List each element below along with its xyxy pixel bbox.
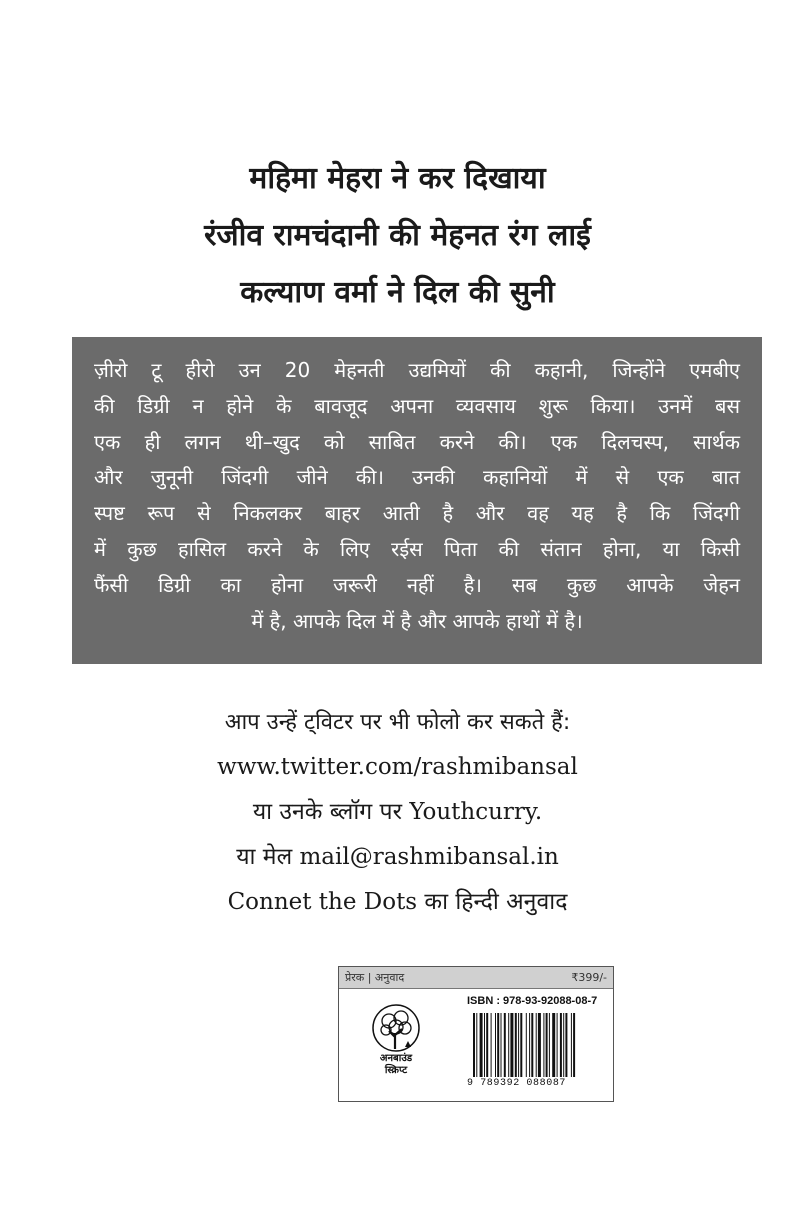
barcode-bar xyxy=(486,1013,488,1077)
barcode-bar xyxy=(526,1013,527,1077)
barcode-bar xyxy=(536,1013,537,1077)
description-line: फैंसी डिग्री का होना जरूरी नहीं है। सब कुछ आपके जेहन xyxy=(94,572,740,597)
barcode-digits: 9 789392 088087 xyxy=(467,1078,567,1089)
barcode-bar xyxy=(538,1013,541,1077)
barcode-bar xyxy=(501,1013,502,1077)
description-line: में है, आपके दिल में है और आपके हाथों में है। xyxy=(251,608,583,633)
blog-line: या उनके ब्लॉग पर Youthcurry. xyxy=(252,799,543,825)
translation-note: Connet the Dots का हिन्दी अनुवाद xyxy=(227,889,568,915)
barcode-bar xyxy=(549,1013,550,1077)
barcode-bars xyxy=(473,1013,607,1077)
barcode-header xyxy=(339,967,613,989)
tree-logo-icon xyxy=(371,1003,421,1053)
barcode-bar xyxy=(573,1013,575,1077)
headline-1: महिमा मेहरा ने कर दिखाया xyxy=(249,161,546,196)
contact-block xyxy=(0,700,795,925)
headline-block xyxy=(0,150,795,321)
publisher-name-1: अनबाउंड xyxy=(379,1053,413,1064)
price-label: ₹399/- xyxy=(571,971,607,984)
description-line: ज़ीरो टू हीरो उन 20 मेहनती उद्यमियों की कहानी, जिन्होंने एमबीए xyxy=(94,358,740,382)
barcode-bar xyxy=(508,1013,509,1077)
twitter-url[interactable]: www.twitter.com/rashmibansal xyxy=(217,754,578,780)
description-line: में कुछ हासिल करने के लिए रईस पिता की संतान होना, या किसी xyxy=(94,536,740,561)
barcode-bar xyxy=(476,1013,477,1077)
barcode-bar xyxy=(473,1013,475,1077)
barcode-bar xyxy=(546,1013,548,1077)
barcode-bar xyxy=(495,1013,496,1077)
barcode-bar xyxy=(510,1013,513,1077)
genre-label: प्रेरक | अनुवाद xyxy=(345,971,405,984)
barcode-bar xyxy=(552,1013,555,1077)
barcode-bar xyxy=(484,1013,485,1077)
description-box xyxy=(72,337,762,664)
barcode-bar xyxy=(571,1013,572,1077)
barcode-panel xyxy=(338,966,614,1102)
barcode-bar xyxy=(531,1013,533,1077)
headline-3: कल्याण वर्मा ने दिल की सुनी xyxy=(240,275,555,310)
barcode-bar xyxy=(520,1013,522,1077)
barcode-bar xyxy=(560,1013,562,1077)
headline-2: रंजीव रामचंदानी की मेहनत रंग लाई xyxy=(204,218,591,253)
barcode-bar xyxy=(515,1013,517,1077)
barcode-bar xyxy=(563,1013,564,1077)
barcode-bar xyxy=(504,1013,506,1077)
description-line: स्पष्ट रूप से निकलकर बाहर आती है और वह यह है कि जिंदगी xyxy=(94,501,740,526)
barcode-bar xyxy=(518,1013,519,1077)
description-line: की डिग्री न होने के बावजूद अपना व्यवसाय शुरू किया। उनमें बस xyxy=(94,393,740,418)
isbn-label: ISBN : 978-93-92088-08-7 xyxy=(467,995,598,1007)
email-line[interactable]: या मेल mail@rashmibansal.in xyxy=(236,844,559,870)
twitter-intro: आप उन्हें ट्विटर पर भी फोलो कर सकते हैं: xyxy=(224,710,571,735)
barcode-bar xyxy=(565,1013,567,1077)
description-line: एक ही लगन थी–खुद को साबित करने की। एक दिलचस्प, सार्थक xyxy=(94,429,740,454)
description-line: और जुनूनी जिंदगी जीने की। उनकी कहानियों में से एक बात xyxy=(94,465,740,490)
barcode-bar xyxy=(529,1013,530,1077)
publisher-logo xyxy=(361,1003,431,1093)
barcode-bar xyxy=(497,1013,499,1077)
barcode-bar xyxy=(480,1013,483,1077)
barcode-bar xyxy=(491,1013,492,1077)
barcode-bar xyxy=(557,1013,558,1077)
publisher-name-2: स्क्रिप्ट xyxy=(384,1065,408,1076)
barcode-bar xyxy=(543,1013,544,1077)
